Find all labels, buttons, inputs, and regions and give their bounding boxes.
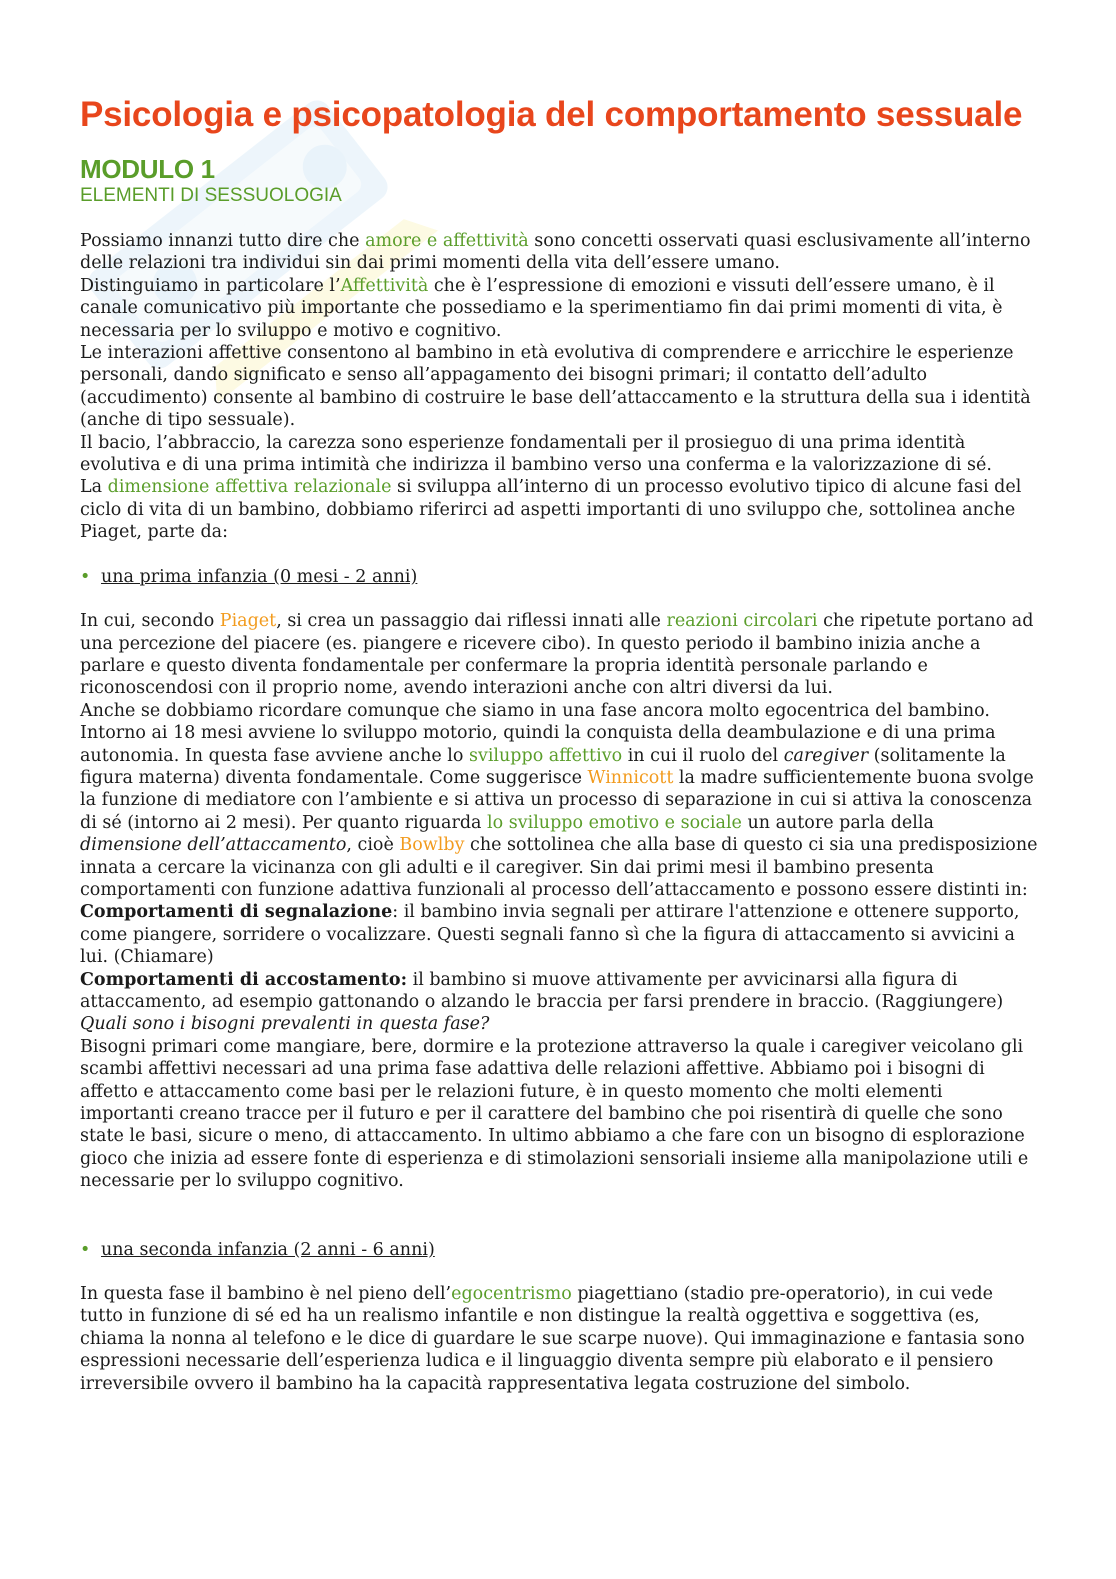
highlight-term: dimensione affettiva relazionale bbox=[107, 477, 392, 498]
module-heading: MODULO 1 bbox=[80, 154, 215, 184]
needs-paragraph: Bisogni primari come mangiare, bere, dormire e la protezione attraverso la quale i caregiver veicolano gli scambi affettivi necessari ad una prima fase adattiva delle relazioni affettive. Abbiamo poi i bisogni di affetto e attaccamento come basi per le relazioni future, è in questo momento che molti elementi importanti creano tracce per il futuro e per il carattere del bambino che poi risentirà di quelle che sono state le basi, sicure o meno, di attaccamento. In ultimo abbiamo a che fare con un bisogno di esplorazione gioco che inizia ad essere fonte di esperienza e di stimolazioni sensoriali insieme alla manipolazione utili e necessarie per lo sviluppo cognitivo. bbox=[80, 1036, 1029, 1192]
bullet-icon: • bbox=[80, 566, 91, 587]
intro-paragraph-1: Possiamo innanzi tutto dire che amore e affettività sono concetti osservati quasi esclusivamente all’interno delle relazioni tra individui sin dai primi momenti della vita dell’essere umano. bbox=[80, 231, 1031, 274]
intro-paragraph-4: Il bacio, l’abbraccio, la carezza sono esperienze fondamentali per il prosieguo di una prima identità evolutiva e di una prima intimità che indirizza il bambino verso una conferma e la valorizzazione di sé. bbox=[80, 432, 992, 476]
list-item bbox=[80, 1239, 1040, 1261]
section-heading: una seconda infanzia (2 anni - 6 anni) bbox=[101, 1239, 435, 1260]
page-title: Psicologia e psicopatologia del comportamento sessuale bbox=[80, 95, 1023, 134]
signaling-behaviors: Comportamenti di segnalazione: il bambino invia segnali per attirare l'attenzione e ottenere supporto, come piangere, sorridere o vocalizzare. Questi segnali fanno sì che la figura di attaccamento si avvicini a lui. (Chiamare) bbox=[80, 902, 1020, 968]
approach-behaviors: Comportamenti di accostamento: il bambino si muove attivamente per avvicinarsi alla figura di attaccamento, ad esempio gattonando o alzando le braccia per farsi prendere in braccio. (Raggiungere) bbox=[80, 969, 1004, 1012]
bullet-icon: • bbox=[80, 1239, 91, 1260]
highlight-term: reazioni circolari bbox=[666, 611, 818, 632]
intro-paragraph-3: Le interazioni affettive consentono al bambino in età evolutiva di comprendere e arricchire le esperienze personali, dando significato e senso all’appagamento dei bisogni primari; il contatto dell’adulto (accudimento) consente al bambino di costruire le base dell’attaccamento e la struttura della sua i identità (anche di tipo sessuale). bbox=[80, 343, 1031, 431]
intro-paragraph-5: La dimensione affettiva relazionale si sviluppa all’interno di un processo evolutivo tipico di alcune fasi del ciclo di vita di un bambino, dobbiamo riferirci ad aspetti importanti di uno sviluppo che, sottolinea anche Piaget, parte da: bbox=[80, 477, 1022, 543]
author-name: Piaget bbox=[219, 611, 277, 632]
list-item bbox=[80, 566, 1040, 588]
document-content bbox=[80, 92, 1040, 1395]
module-subtitle: ELEMENTI DI SESSUOLOGIA bbox=[80, 185, 342, 206]
highlight-term: Affettività bbox=[340, 275, 429, 296]
author-name: Winnicott bbox=[587, 767, 674, 788]
section1-paragraph-2: Anche se dobbiamo ricordare comunque che siamo in una fase ancora molto egocentrica del bambino. bbox=[80, 700, 990, 721]
intro-paragraph-2: Distinguiamo in particolare l’Affettività che è l’espressione di emozioni e vissuti dell’essere umano, è il canale comunicativo più importante che possediamo e la sperimentiamo fin dai primi momenti di vita, è necessaria per lo sviluppo e motivo e cognitivo. bbox=[80, 275, 1003, 341]
section-heading: una prima infanzia (0 mesi - 2 anni) bbox=[101, 566, 418, 587]
section1-paragraph-3: Intorno ai 18 mesi avviene lo sviluppo motorio, quindi la conquista della deambulazione e di una prima autonomia. In questa fase avviene anche lo sviluppo affettivo in cui il ruolo del caregiver (solitamente la figura materna) diventa fondamentale. Come suggerisce Winnicott la madre sufficientemente buona svolge la funzione di mediatore con l’ambiente e si attiva un processo di separazione in cui si attiva la conoscenza di sé (intorno ai 2 mesi). Per quanto riguarda lo sviluppo emotivo e sociale un autore parla della dimensione dell’attaccamento, cioè Bowlby che sottolinea che alla base di questo ci sia una predisposizione innata a cercare la vicinanza con gli adulti e il caregiver. Sin dai primi mesi il bambino presenta comportamenti con funzione adattiva funzionali al processo dell’attaccamento e possono essere distinti in: bbox=[80, 723, 1038, 900]
highlight-term: amore e affettività bbox=[365, 231, 529, 251]
question-line: Quali sono i bisogni prevalenti in questa fase? bbox=[80, 1014, 490, 1035]
author-name: Bowlby bbox=[399, 835, 465, 856]
highlight-term: egocentrismo bbox=[451, 1284, 572, 1305]
highlight-term: lo sviluppo emotivo e sociale bbox=[487, 812, 742, 833]
section1-paragraph-1: In cui, secondo Piaget, si crea un passaggio dai riflessi innati alle reazioni circolari che ripetute portano ad una percezione del piacere (es. piangere e ricevere cibo). In questo periodo il bambino inizia anche a parlare e questo diventa fondamentale per confermare la propria identità personale parlando e riconoscendosi con il proprio nome, avendo interazioni anche con altri diversi da lui. bbox=[80, 611, 1034, 699]
highlight-term: sviluppo affettivo bbox=[468, 745, 623, 766]
section2-paragraph: In questa fase il bambino è nel pieno dell’egocentrismo piagettiano (stadio pre-operatorio), in cui vede tutto in funzione di sé ed ha un realismo infantile e non distingue la realtà oggettiva e soggettiva (es, chiama la nonna al telefono e le dice di guardare le sue scarpe nuove). Qui immaginazione e fantasia sono espressioni necessarie dell’esperienza ludica e il linguaggio diventa sempre più elaborato e il pensiero irreversibile ovvero il bambino ha la capacità rappresentativa legata costruzione del simbolo. bbox=[80, 1284, 1025, 1394]
